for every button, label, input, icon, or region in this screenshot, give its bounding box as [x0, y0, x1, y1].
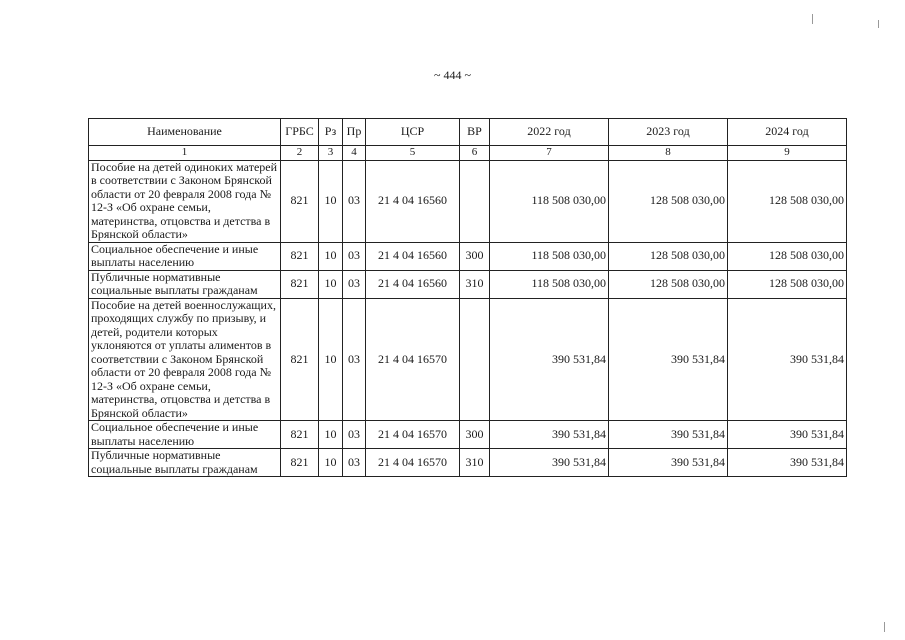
row-2022: 390 531,84 [490, 449, 609, 477]
row-name: Пособие на детей одиноких матерей в соответствии с Законом Брянской области от 20 февраля 2008 года № 12-З «Об охране семьи, материнства, отцовства и детства в Брянской области» [89, 160, 281, 242]
column-number: 5 [366, 146, 460, 161]
row-name: Социальное обеспечение и иные выплаты населению [89, 421, 281, 449]
header-rz: Рз [319, 119, 343, 146]
table-row [89, 160, 847, 242]
row-vr: 300 [460, 242, 490, 270]
row-2024: 390 531,84 [728, 421, 847, 449]
row-name: Социальное обеспечение и иные выплаты населению [89, 242, 281, 270]
header-vr: ВР [460, 119, 490, 146]
row-vr [460, 298, 490, 421]
header-csr: ЦСР [366, 119, 460, 146]
column-number: 7 [490, 146, 609, 161]
row-pr: 03 [343, 270, 366, 298]
row-pr: 03 [343, 449, 366, 477]
row-vr [460, 160, 490, 242]
header-grbs: ГРБС [281, 119, 319, 146]
row-vr: 310 [460, 270, 490, 298]
header-pr: Пр [343, 119, 366, 146]
table-row [89, 242, 847, 270]
row-pr: 03 [343, 298, 366, 421]
row-csr: 21 4 04 16560 [366, 270, 460, 298]
scan-mark [878, 20, 879, 28]
row-2023: 390 531,84 [609, 449, 728, 477]
column-number: 2 [281, 146, 319, 161]
row-2022: 390 531,84 [490, 421, 609, 449]
column-number: 8 [609, 146, 728, 161]
table-row [89, 270, 847, 298]
scan-mark [884, 622, 885, 632]
row-pr: 03 [343, 421, 366, 449]
row-2022: 118 508 030,00 [490, 160, 609, 242]
row-grbs: 821 [281, 242, 319, 270]
header-2023: 2023 год [609, 119, 728, 146]
row-2024: 128 508 030,00 [728, 242, 847, 270]
row-grbs: 821 [281, 160, 319, 242]
row-csr: 21 4 04 16560 [366, 160, 460, 242]
row-2024: 390 531,84 [728, 298, 847, 421]
column-number: 4 [343, 146, 366, 161]
table-row [89, 449, 847, 477]
column-number-row [89, 146, 847, 161]
row-vr: 310 [460, 449, 490, 477]
row-pr: 03 [343, 242, 366, 270]
scan-mark [812, 14, 813, 24]
table-row [89, 298, 847, 421]
header-name: Наименование [89, 119, 281, 146]
header-row [89, 119, 847, 146]
row-2022: 390 531,84 [490, 298, 609, 421]
row-csr: 21 4 04 16570 [366, 449, 460, 477]
row-2024: 390 531,84 [728, 449, 847, 477]
row-name: Пособие на детей военнослужащих, проходящих службу по призыву, и детей, родители которых уклоняются от уплаты алиментов в соответствии с Законом Брянской области от 20 февраля 2008 года № 12-З «Об охране семьи, материнства, отцовства и детства в Брянской области» [89, 298, 281, 421]
row-rz: 10 [319, 270, 343, 298]
row-2024: 128 508 030,00 [728, 270, 847, 298]
row-name: Публичные нормативные социальные выплаты гражданам [89, 449, 281, 477]
row-vr: 300 [460, 421, 490, 449]
budget-table [88, 118, 847, 477]
page-number: ~ 444 ~ [434, 68, 471, 82]
row-grbs: 821 [281, 298, 319, 421]
column-number: 1 [89, 146, 281, 161]
row-2023: 128 508 030,00 [609, 270, 728, 298]
row-rz: 10 [319, 298, 343, 421]
row-rz: 10 [319, 421, 343, 449]
row-csr: 21 4 04 16560 [366, 242, 460, 270]
row-grbs: 821 [281, 270, 319, 298]
row-csr: 21 4 04 16570 [366, 298, 460, 421]
row-grbs: 821 [281, 449, 319, 477]
column-number: 9 [728, 146, 847, 161]
column-number: 3 [319, 146, 343, 161]
header-2024: 2024 год [728, 119, 847, 146]
row-grbs: 821 [281, 421, 319, 449]
row-rz: 10 [319, 160, 343, 242]
row-2024: 128 508 030,00 [728, 160, 847, 242]
table-row [89, 421, 847, 449]
row-2023: 390 531,84 [609, 298, 728, 421]
row-csr: 21 4 04 16570 [366, 421, 460, 449]
row-rz: 10 [319, 242, 343, 270]
row-pr: 03 [343, 160, 366, 242]
row-2022: 118 508 030,00 [490, 270, 609, 298]
column-number: 6 [460, 146, 490, 161]
row-2022: 118 508 030,00 [490, 242, 609, 270]
row-2023: 390 531,84 [609, 421, 728, 449]
header-2022: 2022 год [490, 119, 609, 146]
row-name: Публичные нормативные социальные выплаты гражданам [89, 270, 281, 298]
row-2023: 128 508 030,00 [609, 242, 728, 270]
row-rz: 10 [319, 449, 343, 477]
row-2023: 128 508 030,00 [609, 160, 728, 242]
